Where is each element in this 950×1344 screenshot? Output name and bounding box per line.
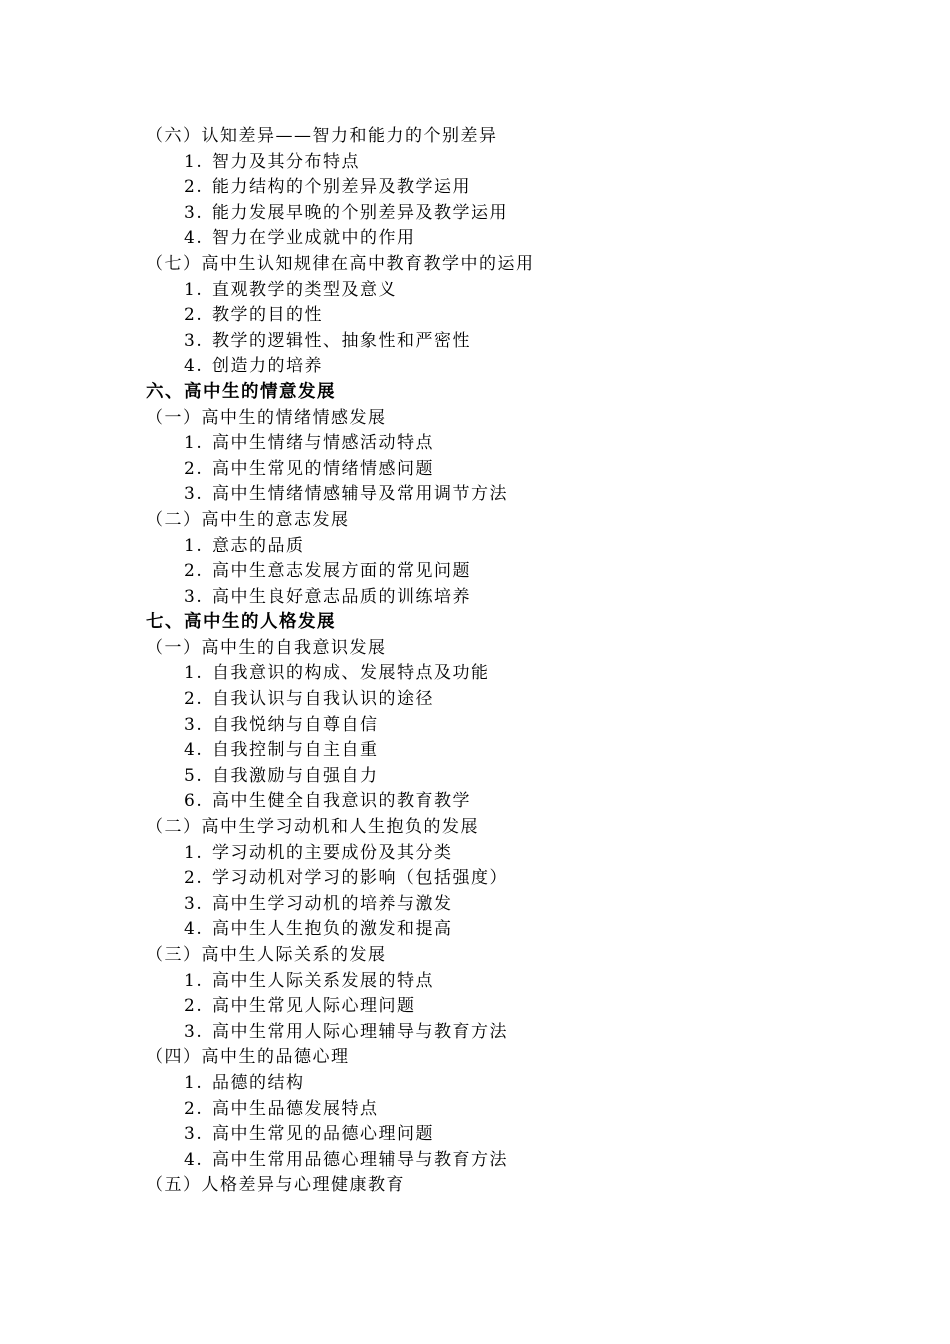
list-item bbox=[0, 1020, 950, 1046]
item-number: 1. bbox=[184, 842, 204, 863]
item-number: 2. bbox=[184, 561, 204, 582]
list-item bbox=[0, 1122, 950, 1148]
list-item bbox=[0, 841, 950, 867]
list-item bbox=[0, 738, 950, 764]
list-item bbox=[0, 661, 950, 687]
item-number: 3. bbox=[184, 893, 204, 914]
item-text: 智力在学业成就中的作用 bbox=[212, 228, 416, 249]
chapter-heading: 六、高中生的情意发展 bbox=[146, 381, 336, 402]
list-item bbox=[0, 278, 950, 304]
item-number: 1. bbox=[184, 970, 204, 991]
list-item bbox=[0, 994, 950, 1020]
item-number: 2. bbox=[184, 177, 204, 198]
item-text: 能力结构的个别差异及教学运用 bbox=[212, 177, 471, 198]
list-item bbox=[0, 969, 950, 995]
list-item bbox=[0, 482, 950, 508]
item-number: 2. bbox=[184, 689, 204, 710]
item-text: 自我控制与自主自重 bbox=[212, 740, 379, 761]
list-item bbox=[0, 150, 950, 176]
item-text: 学习动机的主要成份及其分类 bbox=[212, 842, 453, 863]
item-number: 5. bbox=[184, 765, 204, 786]
list-item bbox=[0, 713, 950, 739]
item-text: 教学的逻辑性、抽象性和严密性 bbox=[212, 330, 471, 351]
section-heading: （二）高中生的意志发展 bbox=[146, 509, 350, 530]
item-text: 意志的品质 bbox=[212, 535, 305, 556]
list-item bbox=[0, 687, 950, 713]
item-text: 高中生常用品德心理辅导与教育方法 bbox=[212, 1149, 508, 1170]
item-text: 学习动机对学习的影响（包括强度） bbox=[212, 868, 508, 889]
item-number: 1. bbox=[184, 151, 204, 172]
item-number: 1. bbox=[184, 1072, 204, 1093]
section-heading: （二）高中生学习动机和人生抱负的发展 bbox=[146, 817, 479, 838]
item-number: 3. bbox=[184, 1124, 204, 1145]
list-item bbox=[0, 329, 950, 355]
item-text: 自我激励与自强自力 bbox=[212, 765, 379, 786]
list-item bbox=[0, 559, 950, 585]
list-item bbox=[0, 585, 950, 611]
item-number: 2. bbox=[184, 305, 204, 326]
item-text: 高中生人际关系发展的特点 bbox=[212, 970, 434, 991]
item-text: 教学的目的性 bbox=[212, 305, 323, 326]
item-number: 3. bbox=[184, 202, 204, 223]
item-text: 高中生健全自我意识的教育教学 bbox=[212, 791, 471, 812]
list-item bbox=[0, 175, 950, 201]
list-item bbox=[0, 917, 950, 943]
item-text: 高中生常见人际心理问题 bbox=[212, 996, 416, 1017]
item-text: 高中生品德发展特点 bbox=[212, 1098, 379, 1119]
item-number: 2. bbox=[184, 1098, 204, 1119]
section-heading: （一）高中生的情绪情感发展 bbox=[146, 407, 387, 428]
list-item bbox=[0, 1097, 950, 1123]
list-item bbox=[0, 892, 950, 918]
item-text: 高中生人生抱负的激发和提高 bbox=[212, 919, 453, 940]
section-heading: （一）高中生的自我意识发展 bbox=[146, 637, 387, 658]
list-item bbox=[0, 226, 950, 252]
item-number: 1. bbox=[184, 663, 204, 684]
section-heading: （七）高中生认知规律在高中教育教学中的运用 bbox=[146, 253, 535, 274]
item-text: 高中生学习动机的培养与激发 bbox=[212, 893, 453, 914]
item-text: 自我悦纳与自尊自信 bbox=[212, 714, 379, 735]
list-item bbox=[0, 534, 950, 560]
item-number: 3. bbox=[184, 484, 204, 505]
item-number: 3. bbox=[184, 586, 204, 607]
item-text: 自我意识的构成、发展特点及功能 bbox=[212, 663, 490, 684]
list-item bbox=[0, 201, 950, 227]
list-item bbox=[0, 764, 950, 790]
item-number: 1. bbox=[184, 279, 204, 300]
item-number: 1. bbox=[184, 433, 204, 454]
outline-list bbox=[0, 124, 950, 1199]
list-item bbox=[0, 1071, 950, 1097]
list-item bbox=[0, 431, 950, 457]
item-text: 智力及其分布特点 bbox=[212, 151, 360, 172]
item-text: 品德的结构 bbox=[212, 1072, 305, 1093]
list-item bbox=[0, 789, 950, 815]
item-number: 3. bbox=[184, 1021, 204, 1042]
item-number: 4. bbox=[184, 356, 204, 377]
item-number: 1. bbox=[184, 535, 204, 556]
item-text: 高中生情绪情感辅导及常用调节方法 bbox=[212, 484, 508, 505]
list-item bbox=[0, 1148, 950, 1174]
section-heading: （五）人格差异与心理健康教育 bbox=[146, 1175, 405, 1196]
item-text: 直观教学的类型及意义 bbox=[212, 279, 397, 300]
item-text: 创造力的培养 bbox=[212, 356, 323, 377]
item-number: 4. bbox=[184, 740, 204, 761]
item-text: 高中生常见的情绪情感问题 bbox=[212, 458, 434, 479]
item-text: 高中生良好意志品质的训练培养 bbox=[212, 586, 471, 607]
list-item bbox=[0, 303, 950, 329]
list-item bbox=[0, 457, 950, 483]
list-item bbox=[0, 354, 950, 380]
item-number: 2. bbox=[184, 868, 204, 889]
item-text: 高中生情绪与情感活动特点 bbox=[212, 433, 434, 454]
section-heading: （三）高中生人际关系的发展 bbox=[146, 945, 387, 965]
item-number: 6. bbox=[184, 791, 204, 812]
item-number: 2. bbox=[184, 458, 204, 479]
item-text: 高中生常用人际心理辅导与教育方法 bbox=[212, 1021, 508, 1042]
list-item bbox=[0, 866, 950, 892]
item-text: 高中生意志发展方面的常见问题 bbox=[212, 561, 471, 582]
item-number: 2. bbox=[184, 996, 204, 1017]
item-number: 3. bbox=[184, 714, 204, 735]
item-number: 4. bbox=[184, 1149, 204, 1170]
item-text: 高中生常见的品德心理问题 bbox=[212, 1124, 434, 1145]
item-text: 自我认识与自我认识的途径 bbox=[212, 689, 434, 710]
item-number: 4. bbox=[184, 228, 204, 249]
section-heading: （四）高中生的品德心理 bbox=[146, 1047, 350, 1068]
item-number: 3. bbox=[184, 330, 204, 351]
section-heading: （六）认知差异——智力和能力的个别差异 bbox=[146, 126, 498, 146]
chapter-heading: 七、高中生的人格发展 bbox=[146, 612, 336, 633]
item-number: 4. bbox=[184, 919, 204, 940]
item-text: 能力发展早晚的个别差异及教学运用 bbox=[212, 202, 508, 223]
